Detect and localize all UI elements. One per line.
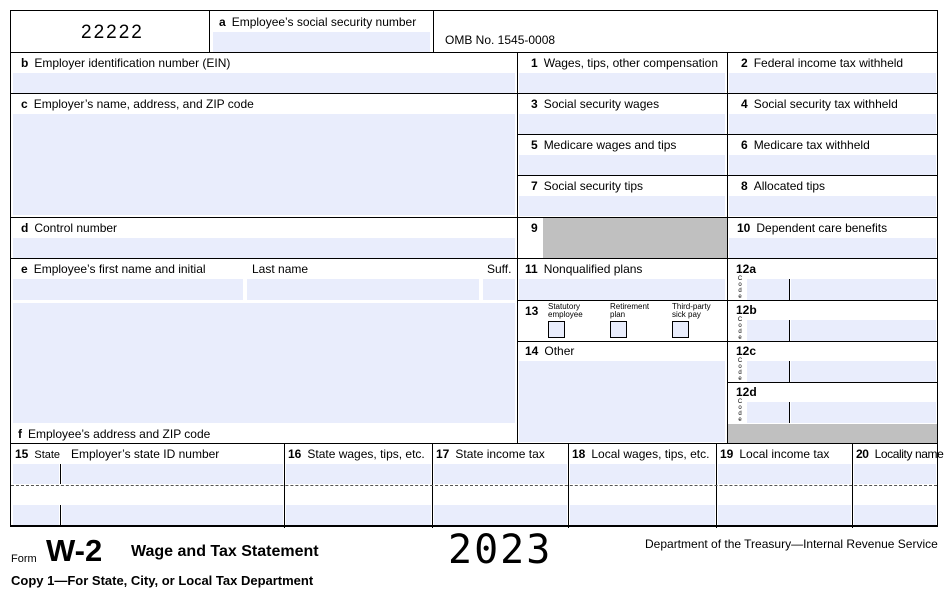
form-word: Form xyxy=(11,553,37,565)
last-name-field[interactable] xyxy=(247,279,479,300)
box-7-label: 7 Social security tips xyxy=(531,179,644,193)
code-label-12c: C o d e xyxy=(737,358,743,382)
box-b-label: b Employer identification number (EIN) xyxy=(21,56,231,70)
ein-field[interactable] xyxy=(13,73,515,93)
box-20-field-2[interactable] xyxy=(854,505,936,525)
box-15-label: 15 State xyxy=(15,447,61,461)
form-name: W-2 xyxy=(46,533,103,568)
box-17-field-1[interactable] xyxy=(434,464,567,484)
omb-number: OMB No. 1545-0008 xyxy=(445,33,556,47)
box-f-label: f Employee’s address and ZIP code xyxy=(18,427,211,441)
box-17-label: 17 State income tax xyxy=(436,447,545,461)
copy-designation: Copy 1—For State, City, or Local Tax Department xyxy=(11,573,314,588)
box-10-field[interactable] xyxy=(729,238,936,258)
box-12c-code-field[interactable] xyxy=(747,361,789,382)
box-a-label: a Employee’s social security number xyxy=(219,15,417,29)
employer-name-field[interactable] xyxy=(13,114,515,215)
box-20-field-1[interactable] xyxy=(854,464,936,484)
suffix-label: Suff. xyxy=(487,262,512,276)
state-code-field-2[interactable] xyxy=(13,505,59,525)
box-8-label: 8 Allocated tips xyxy=(741,179,826,193)
box-5-label: 5 Medicare wages and tips xyxy=(531,138,677,152)
first-name-field[interactable] xyxy=(13,279,243,300)
retirement-checkbox[interactable] xyxy=(610,321,627,338)
box-18-label: 18 Local wages, tips, etc. xyxy=(572,447,710,461)
box-4-field[interactable] xyxy=(729,114,936,134)
box-6-field[interactable] xyxy=(729,155,936,175)
suffix-field[interactable] xyxy=(483,279,515,300)
last-name-label: Last name xyxy=(252,262,309,276)
box-16-field-2[interactable] xyxy=(286,505,431,525)
box-8-field[interactable] xyxy=(729,196,936,216)
box-7-field[interactable] xyxy=(519,196,725,216)
box-12b-code-field[interactable] xyxy=(747,320,789,341)
employee-address-field[interactable] xyxy=(13,303,515,423)
control-code: 22222 xyxy=(81,22,144,43)
code-label-12d: C o d e xyxy=(737,399,743,423)
box-12a-code-field[interactable] xyxy=(747,279,789,300)
department-text: Department of the Treasury—Internal Revenue Service xyxy=(645,537,938,551)
retirement-label: Retirement plan xyxy=(610,302,650,319)
code-label-12b: C o d e xyxy=(737,317,743,341)
tax-year: 2023 xyxy=(448,527,553,573)
box-12a-amount-field[interactable] xyxy=(791,279,936,300)
state-code-field-1[interactable] xyxy=(13,464,59,484)
box-19-label: 19 Local income tax xyxy=(720,447,830,461)
box-14-field[interactable] xyxy=(519,361,725,442)
box-19-field-1[interactable] xyxy=(718,464,851,484)
box-16-label: 16 State wages, tips, etc. xyxy=(288,447,425,461)
box-12d-amount-field[interactable] xyxy=(791,402,936,423)
code-label-12a: C o d e xyxy=(737,276,743,300)
box-20-label: 20 Locality name xyxy=(856,447,944,461)
box-12-shaded xyxy=(728,424,937,443)
box-17-field-2[interactable] xyxy=(434,505,567,525)
box-c-label: c Employer’s name, address, and ZIP code xyxy=(21,97,254,111)
box-2-label: 2 Federal income tax withheld xyxy=(741,56,904,70)
control-number-field[interactable] xyxy=(13,238,515,258)
box-18-field-1[interactable] xyxy=(570,464,715,484)
box-d-label: d Control number xyxy=(21,221,118,235)
box-12b-label: 12b xyxy=(736,303,757,317)
state-row-divider xyxy=(11,485,937,486)
box-14-label: 14 Other xyxy=(525,344,575,358)
third-party-checkbox[interactable] xyxy=(672,321,689,338)
state-id-field-1[interactable] xyxy=(62,464,283,484)
box-3-label: 3 Social security wages xyxy=(531,97,660,111)
box-18-field-2[interactable] xyxy=(570,505,715,525)
box-12a-label: 12a xyxy=(736,262,757,276)
box-3-field[interactable] xyxy=(519,114,725,134)
box-12b-amount-field[interactable] xyxy=(791,320,936,341)
statutory-checkbox[interactable] xyxy=(548,321,565,338)
box-4-label: 4 Social security tax withheld xyxy=(741,97,898,111)
ssn-field[interactable] xyxy=(213,32,430,52)
box-1-field[interactable] xyxy=(519,73,725,93)
box-19-field-2[interactable] xyxy=(718,505,851,525)
box-13-label: 13 xyxy=(525,304,539,318)
third-party-label: Third-party sick pay xyxy=(672,302,711,319)
box-12d-code-field[interactable] xyxy=(747,402,789,423)
box-12c-label: 12c xyxy=(736,344,757,358)
state-id-label: Employer’s state ID number xyxy=(71,447,220,461)
box-9-shaded xyxy=(543,218,727,258)
box-16-field-1[interactable] xyxy=(286,464,431,484)
box-12c-amount-field[interactable] xyxy=(791,361,936,382)
box-e-label: e Employee’s first name and initial xyxy=(21,262,206,276)
w2-form xyxy=(10,10,944,527)
box-9-label: 9 xyxy=(531,221,538,235)
box-11-label: 11 Nonqualified plans xyxy=(525,262,643,276)
state-id-field-2[interactable] xyxy=(62,505,283,525)
box-11-field[interactable] xyxy=(519,279,725,300)
form-title: Wage and Tax Statement xyxy=(131,543,319,560)
box-12d-label: 12d xyxy=(736,385,757,399)
box-6-label: 6 Medicare tax withheld xyxy=(741,138,870,152)
box-5-field[interactable] xyxy=(519,155,725,175)
box-1-label: 1 Wages, tips, other compensation xyxy=(531,56,718,70)
box-2-field[interactable] xyxy=(729,73,936,93)
statutory-label: Statutory employee xyxy=(548,302,583,319)
box-10-label: 10 Dependent care benefits xyxy=(737,221,888,235)
